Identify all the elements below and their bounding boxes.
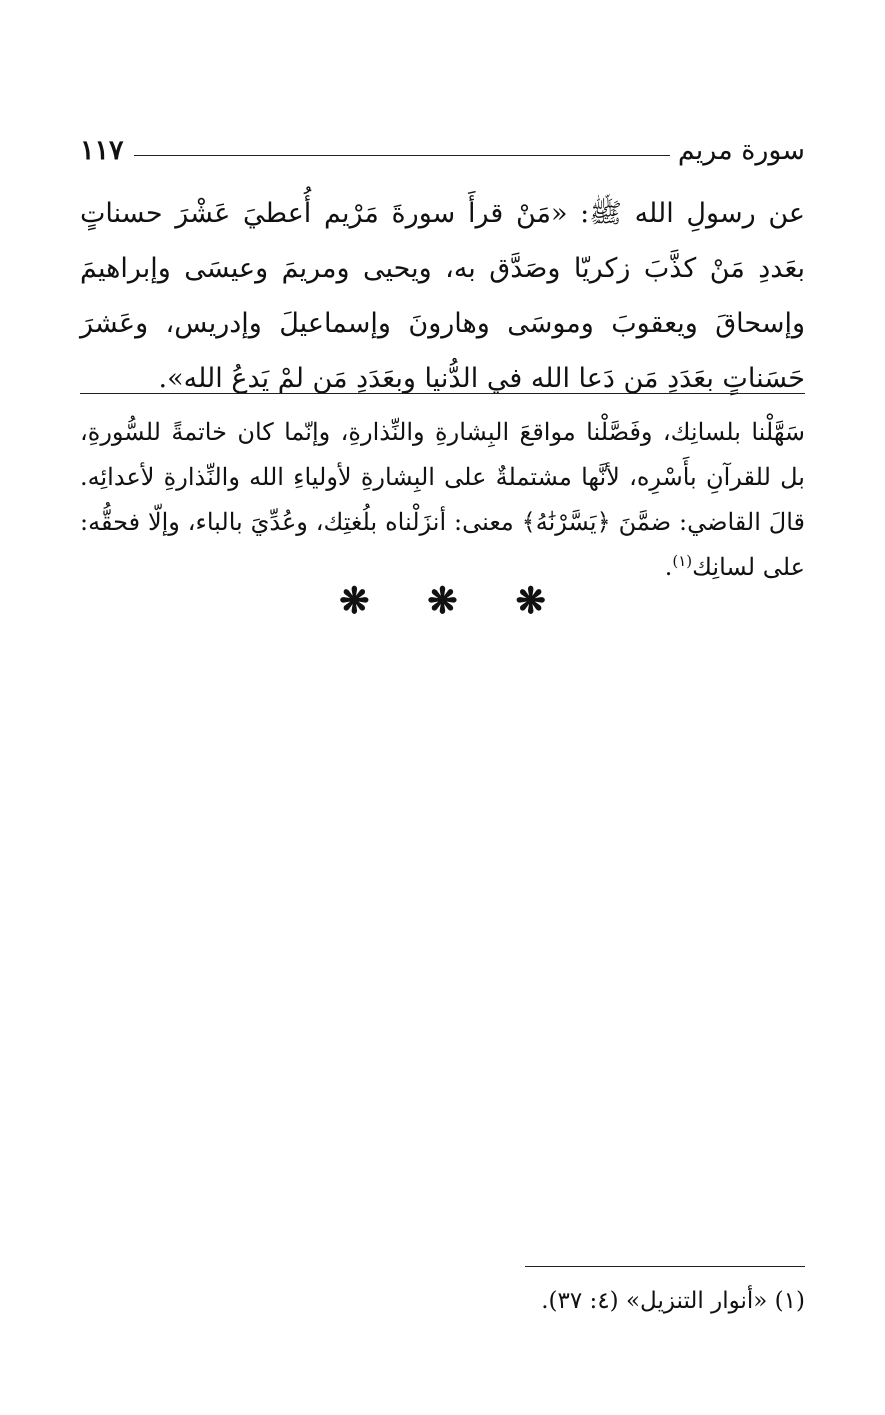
footnote: (١) «أنوار التنزيل» (٤: ٣٧). [541, 1288, 805, 1314]
footnote-divider [525, 1266, 805, 1267]
hadith-paragraph: عن رسولِ الله ﷺ: «مَنْ قرأَ سورةَ مَرْيم أُعطيَ عَشْرَ حسناتٍ بعَددِ مَنْ كذَّبَ زكريّا وصَدَّق به، ويحيى ومريمَ وعيسَى وإبراهيمَ وإسحاقَ ويعقوبَ وموسَى وهارونَ وإسماعيلَ وإدريس، وعَشرَ حَسَناتٍ بعَدَدِ مَن دَعا الله في الدُّنيا وبعَدَدِ مَن لمْ يَدعُ الله». [80, 198, 805, 394]
section-divider [80, 393, 805, 394]
surah-title: سورة مريم [677, 134, 805, 166]
asterisk-icon: ❋ [427, 580, 458, 622]
asterisk-icon: ❋ [515, 580, 546, 622]
header-rule [134, 155, 670, 156]
page-number: ١١٧ [80, 134, 124, 166]
running-header [80, 130, 805, 170]
footnote-reference: (١) [672, 552, 693, 570]
asterisk-icon: ❋ [339, 580, 370, 622]
asterisk-separator [0, 580, 885, 622]
commentary-text: سَهَّلْنا بلسانِك، وفَصَّلْنا مواقعَ البِشارةِ والنِّذارةِ، وإنّما كان خاتمةً للسُّورةِ، بل للقرآنِ بأَسْرِه، لأنَّها مشتملةٌ على البِشارةِ لأولياءِ الله والنِّذارةِ لأعدائِه. قالَ القاضي: ضمَّنَ ﴿يَسَّرْنَٰهُ﴾ معنى: أنزَلْناه بلُغتِك، وعُدِّيَ بالباء، وإلّا فحقُّه: على لسانِك [80, 418, 805, 581]
commentary-paragraph [80, 410, 805, 590]
commentary-ending: . [664, 553, 673, 581]
